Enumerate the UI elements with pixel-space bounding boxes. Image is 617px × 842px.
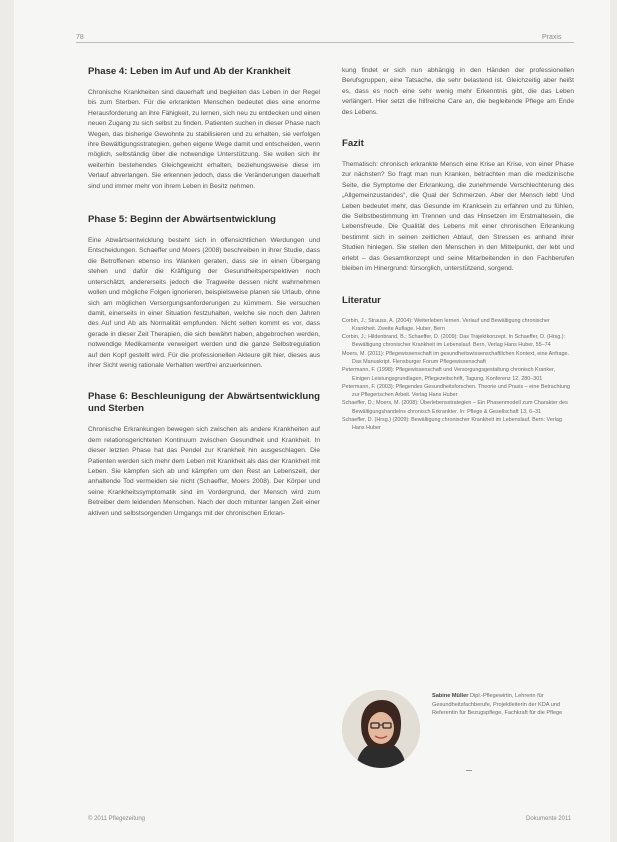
page-number: 78 — [76, 34, 84, 41]
footer-right: Dokumente 2011 — [526, 816, 572, 822]
phase5-heading: Phase 5: Beginn der Abwärtsentwicklung — [88, 214, 276, 226]
continuation-text: kung findet er sich nun abhängig in den Händen der professionellen Berufsgruppen, eine Tatsache, die sehr belastend ist. Gleichzeitig aber heißt es, dass es noch eine sehr wenig mehr Erkenntnis gibt, die das Leben verlängert. Hier setzt die hilfreiche Care an, die begleitende Pflege am Ende des Lebens. — [342, 67, 574, 116]
author-portrait — [342, 690, 420, 768]
right-column — [342, 66, 574, 433]
fazit-heading: Fazit — [342, 138, 364, 150]
phase6-heading: Phase 6: Beschleunigung der Abwärtsentwicklung und Sterben — [88, 391, 320, 415]
phase4-text: Chronische Krankheiten sind dauerhaft und begleiten das Leben in der Regel bis zum Sterben. Für die erkrankten Menschen bedeutet dies eine enorme Herausforderung an ihre Fähigkeit, zu lernen, sich neu zu entdecken und einen neuen Zugang zu sich selbst zu finden. Patienten suchen in dieser Phase nach Wegen, das bisherige Gewohnte zu stabilisieren und zu erhalten, sie verfolgen ihre Bewältigungsstrategien, gehen eigene Wege damit und entscheiden, wenn möglich, selbständig über die notwendige Unterstützung. Sie wollen sich ihr weiterhin bestehendes Gleichgewicht erhalten, beziehungsweise diese im Verlauf abverlangen. Sie erkennen jedoch, dass die Veränderungen dauerhaft sind und immer mehr von ihrem Leben in Besitz nehmen. — [88, 89, 320, 190]
literature-entry: Corbin, J.; Hildenbrand, B.; Schaeffer, D. (2009): Das Trajektkonzept. In Schaeffer, D. (Hrsg.): Bewältigung chronischer Krankheit im Lebenslauf. Bern, Verlag Hans Huber, 55–74 — [342, 334, 566, 349]
portrait-image — [342, 690, 420, 768]
literatur-heading: Literatur — [342, 294, 381, 306]
literature-list — [342, 317, 574, 433]
literature-entry: Petermann, F. (2003): Pflegendes Gesundheitsforschen. Theorie und Praxis – eine Betrachtung zur Pflegerischen Arbeit. Verlag Hans Huber — [342, 383, 570, 399]
author-description: Dipl.-Pflegewirtin, Lehrerin für Gesundheitsfachberufe, Projektleiterin der KDA und Referentin für Bezugspflege, Fachkraft für die Pflege — [432, 693, 563, 717]
section-label: Praxis — [542, 34, 562, 41]
author-name: Sabine Müller — [432, 693, 469, 699]
phase4-heading: Phase 4: Leben im Auf und Ab der Krankheit — [88, 66, 291, 77]
header-rule — [76, 42, 574, 43]
phase6-text: Chronische Erkrankungen bewegen sich zwischen als andere Krankheiten auf dem relationsgerichteten Kontinuum zwischen Gesundheit und Krankheit. In dieser letzten Phase hat das Pendel zur Krankheit hin ausgeschlagen. Die Patienten werden sich mehr dem Leben mit Krankheit als das der Krankheit mit Leben. Sie kämpfen sich ab und kämpfen um den Rest an Lebenszeit, der anhaltende Tod vermeiden sie nicht (Schaeffer, Moers 2008). Der Körper und seine Krankheitssymptomatik sind im Vordergrund, der Mensch wird zum Betreiber dem leidenden Menschen. Nach der doch mitunter langen Zeit einer aktiven und selbstsorgenden Umgangs mit der chronischen Erkran- — [88, 426, 320, 517]
phase5-text: Eine Abwärtsentwicklung besteht sich in offensichtlichen Werdungen und Entscheidungen. Schaeffer und Moers (2008) beschreiben in ihrer Studie, dass die Betroffenen ebenso ins Wanken geraten, dass sie in einen Übergang stehen und dafür die Kräftigung der Gesundheitsperspektiven noch unterschätzt, andererseits jedoch die Tragweite dessen nicht wahrnehmen wollen und mögliche Folgen ignorieren, beispielsweise planen sie Urlaub, ohne sich am möglichen Versorgungsanforderungen zu kümmern. Sie versuchen damit, einerseits in einer Situation festzuhalten, welche sie noch den Jahren des Auf und Ab als Normalität empfunden. Nicht selten kommt es vor, dass gerade in dieser Zeit Therapien, die sich bewährt haben, abgebrochen werden, notwendige Medikamente verweigert werden und die ganze Selbstregulation auf den Kopf gestellt wird. Für die professionellen Akteure gilt hier, dieses aus ihrer Sicht wenig rationale Verhalten wertfrei anzuerkennen. — [88, 237, 320, 369]
literature-entry: Moers, M. (2011): Pflegewissenschaft im gesundheitswissenschaftlichen Kontext, eine Anfrage. Das Manuskript. Flensburger Forum Pflegewissenschaft — [342, 350, 570, 365]
divider-tick — [466, 770, 472, 771]
author-bio — [432, 692, 572, 718]
author-box — [342, 690, 574, 770]
literature-entry: Corbin, J.; Strauss, A. (2004): Weiterleben lernen. Verlauf und Bewältigung chronischer Krankheit. Zweite Auflage. Huber, Bern — [342, 317, 550, 332]
footer-left: © 2011 Pflegezeitung — [88, 816, 146, 822]
left-column — [88, 66, 320, 519]
fazit-text: Thematisch: chronisch erkrankte Mensch eine Krise an Krise, von einer Phase zur nächsten? So fragt man nun Kranken, betrachten man die medizinische Seite, die Symptome der Erkrankung, die zunehmende Verschlechterung des „Allgemeinzustandes“, die Qual der Schmerzen. Aber der Mensch lebt! Und Leben bedeutet mehr, das Gesunde im Kranksein zu erfahren und zu fühlen, die Selbstbestimmung im Trennen und das Hinsetzen im Erstmaltesein, die Lebensfreude. Die Qualität des Lebens mit einer chronischen Erkrankung bestimmt sich in seinen zeitlichen Ablauf, den Stressen es anhand ihrer Studien hinlegen. Sie stellen den Menschen in den Mittelpunkt, der lebt und erlebt – das Gesamtkonzept und seine Mitarbeitenden in den Fachberufen bleiben im Hinergrund: fürsorglich, unterstützend, sorgend. — [342, 161, 574, 273]
literature-entry: Schaeffer, D.; Moers, M. (2008): Überlebensstrategien – Ein Phasenmodell zum Charakter des Bewältigungshandelns chronisch Erkrankter. In: Pflege & Gesellschaft 13, 6–31 — [342, 400, 568, 415]
literature-entry: Petermann, F. (1998): Pflegewissenschaft und Versorgungsgestaltung chronisch Kranker, Einigen Leistungsgrundlagen, Pflegezeitschrift, Tagung, Konferenz 12, 280–301 — [342, 367, 556, 382]
literature-entry: Schaeffer, D. (Hrsg.) (2009): Bewältigung chronischer Krankheit im Lebenslauf. Bern: Verlag Hans Huber — [342, 417, 562, 432]
